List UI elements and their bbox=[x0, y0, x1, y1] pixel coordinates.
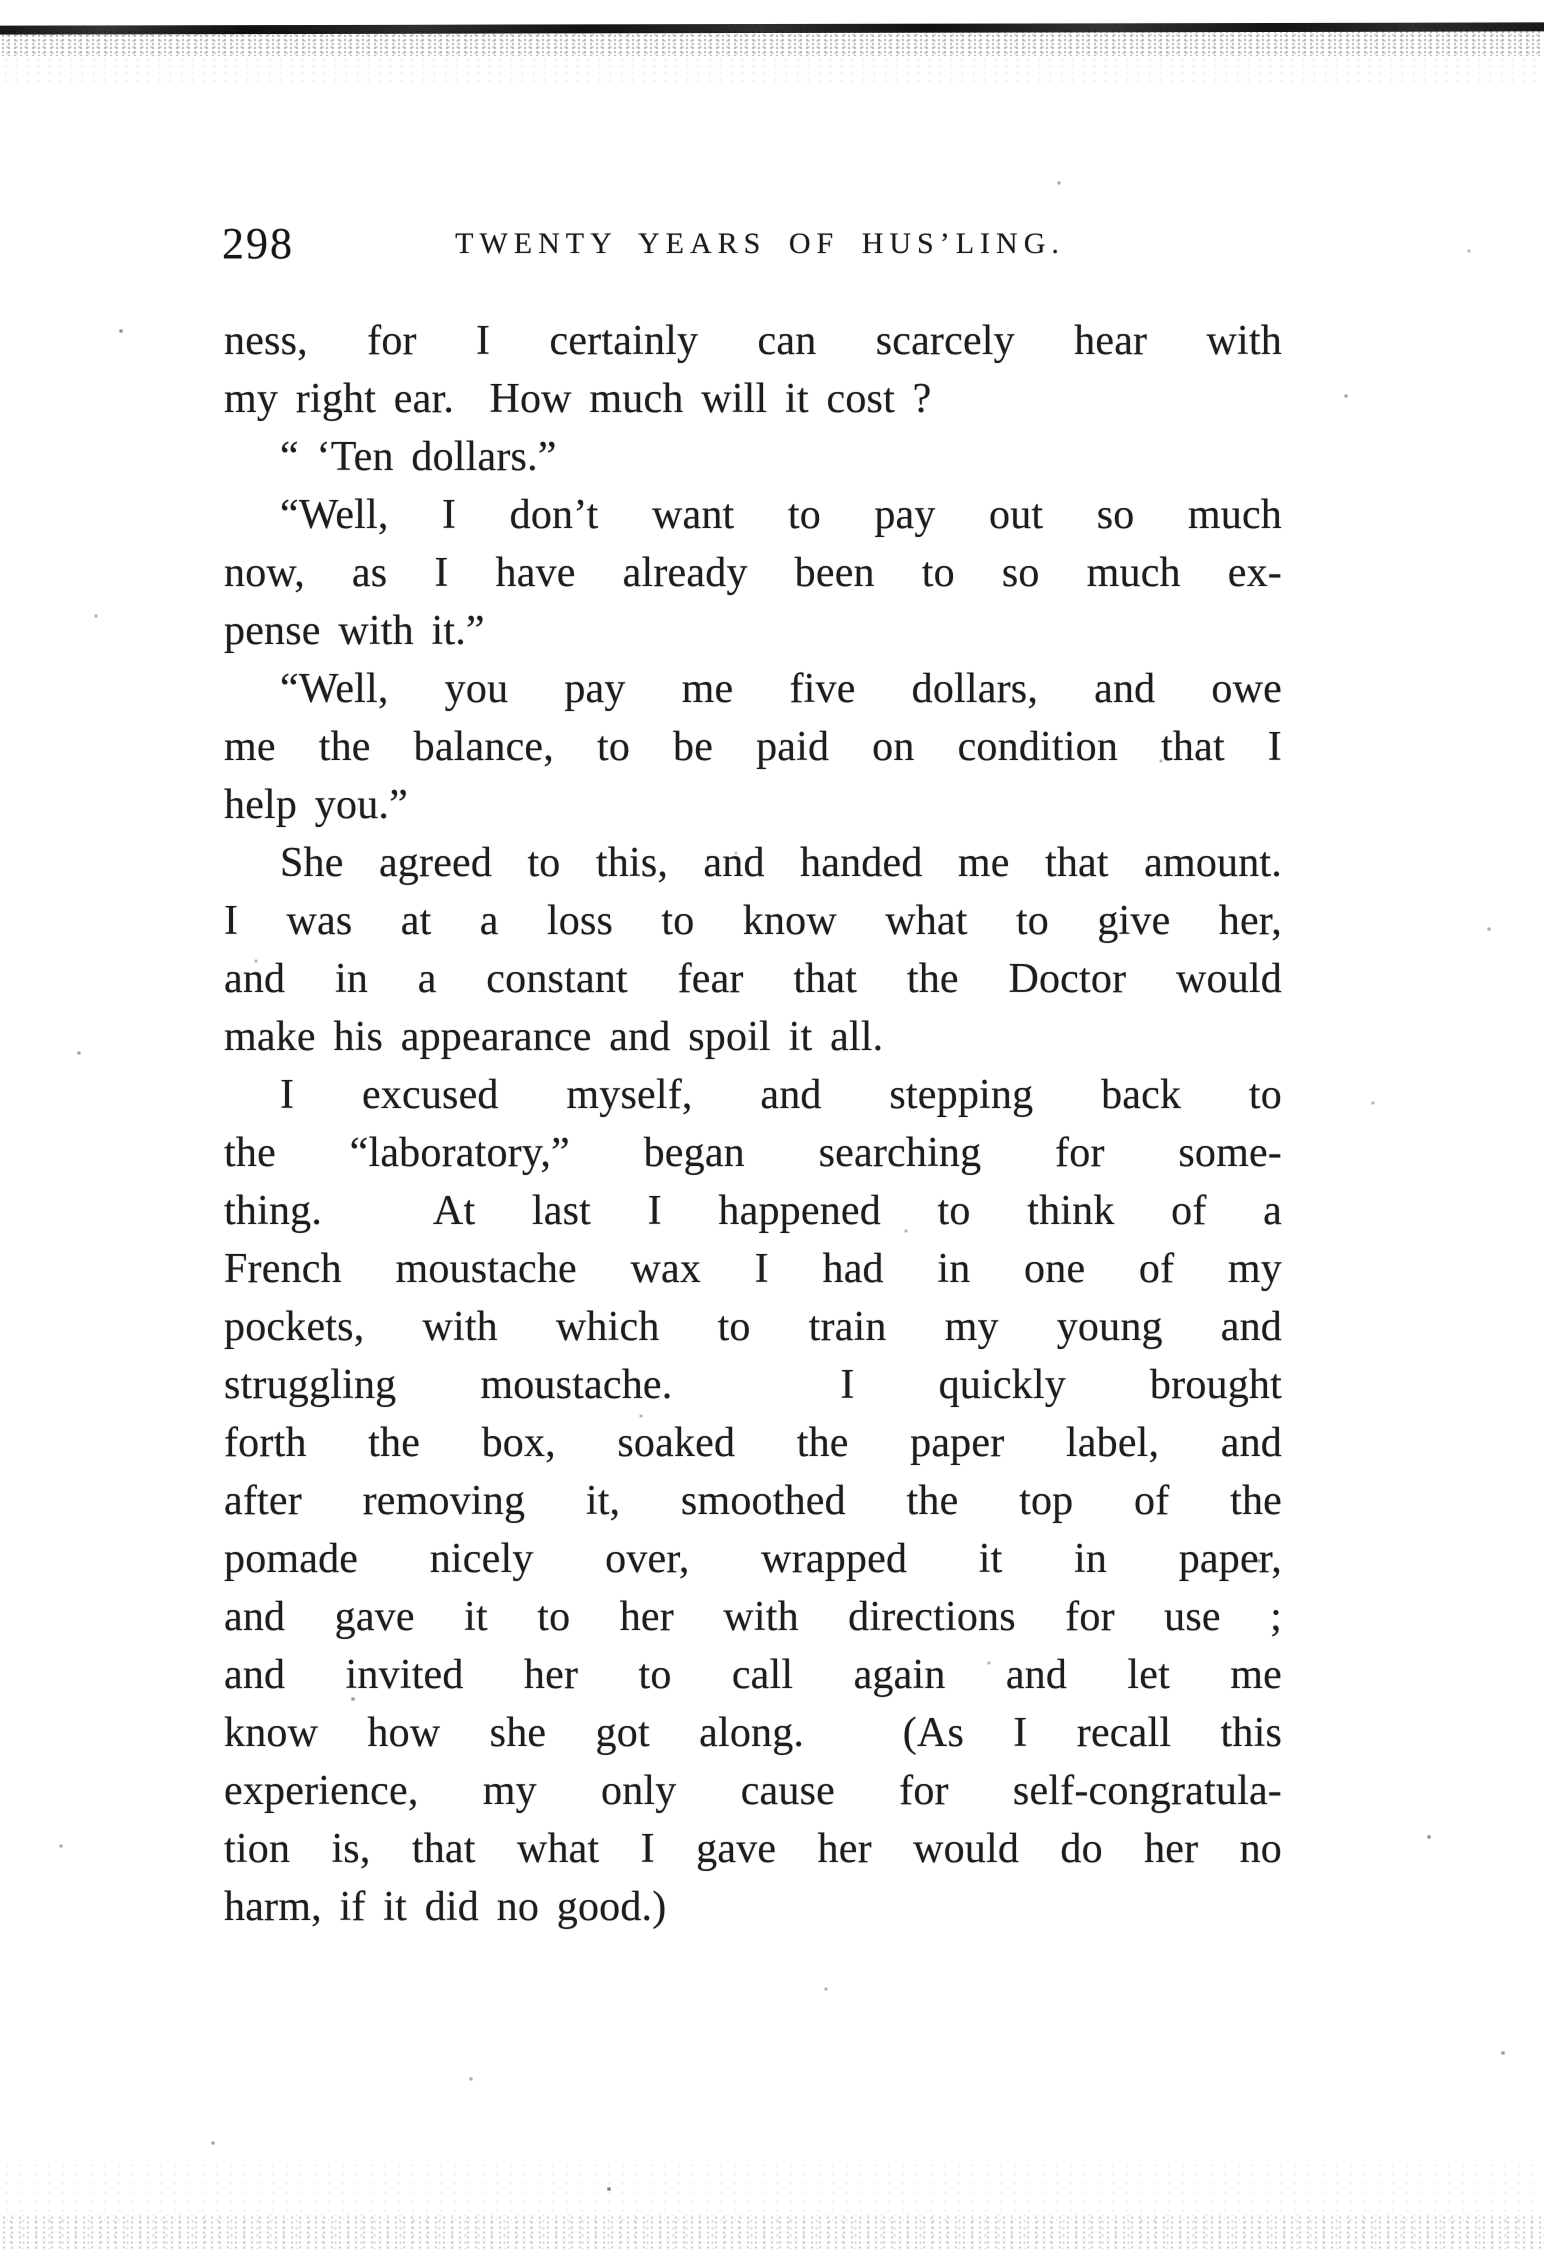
text-line: harm, if it did no good.) bbox=[224, 1884, 667, 1930]
running-title: TWENTY YEARS OF HUS’LING. bbox=[455, 227, 1065, 260]
text-line: forth the box, soaked the paper label, and bbox=[224, 1420, 1282, 1466]
scan-speckles bbox=[0, 0, 2, 2]
text-line: tion is, that what I gave her would do her no bbox=[224, 1826, 1282, 1872]
scan-noise-bottom-faint bbox=[0, 2161, 1544, 2221]
text-line: pockets, with which to train my young and bbox=[224, 1304, 1282, 1350]
text-line: pomade nicely over, wrapped it in paper, bbox=[224, 1536, 1282, 1582]
text-line: make his appearance and spoil it all. bbox=[224, 1014, 884, 1060]
text-line: ness, for I certainly can scarcely hear with bbox=[224, 318, 1282, 364]
text-line: “Well, I don’t want to pay out so much bbox=[280, 492, 1282, 538]
text-line: “Well, you pay me five dollars, and owe bbox=[280, 666, 1282, 712]
text-line: thing. At last I happened to think of a bbox=[224, 1188, 1282, 1234]
page-number: 298 bbox=[222, 219, 294, 268]
text-line: French moustache wax I had in one of my bbox=[224, 1246, 1282, 1292]
page-body bbox=[224, 312, 1282, 1936]
scan-noise-bottom bbox=[0, 2215, 1544, 2249]
text-line: my right ear. How much will it cost ? bbox=[224, 376, 932, 422]
text-line: She agreed to this, and handed me that amount. bbox=[280, 840, 1282, 886]
scan-noise-top bbox=[0, 30, 1544, 56]
text-line: struggling moustache. I quickly brought bbox=[224, 1362, 1282, 1408]
text-line: I was at a loss to know what to give her, bbox=[224, 898, 1282, 944]
text-line: know how she got along. (As I recall this bbox=[224, 1710, 1282, 1756]
text-line: “ ‘Ten dollars.” bbox=[280, 434, 557, 480]
text-line: now, as I have already been to so much ex- bbox=[224, 550, 1282, 596]
text-line: and in a constant fear that the Doctor would bbox=[224, 956, 1282, 1002]
text-line: me the balance, to be paid on condition that I bbox=[224, 724, 1282, 770]
text-line: and invited her to call again and let me bbox=[224, 1652, 1282, 1698]
text-line: after removing it, smoothed the top of the bbox=[224, 1478, 1282, 1524]
text-line: help you.” bbox=[224, 782, 408, 828]
text-line: experience, my only cause for self-congratula- bbox=[224, 1768, 1282, 1814]
text-line: I excused myself, and stepping back to bbox=[280, 1072, 1282, 1118]
scan-noise-top-faint bbox=[0, 56, 1544, 86]
text-line: pense with it.” bbox=[224, 608, 485, 654]
text-line: the “laboratory,” began searching for some- bbox=[224, 1130, 1282, 1176]
text-line: and gave it to her with directions for use ; bbox=[224, 1594, 1282, 1640]
